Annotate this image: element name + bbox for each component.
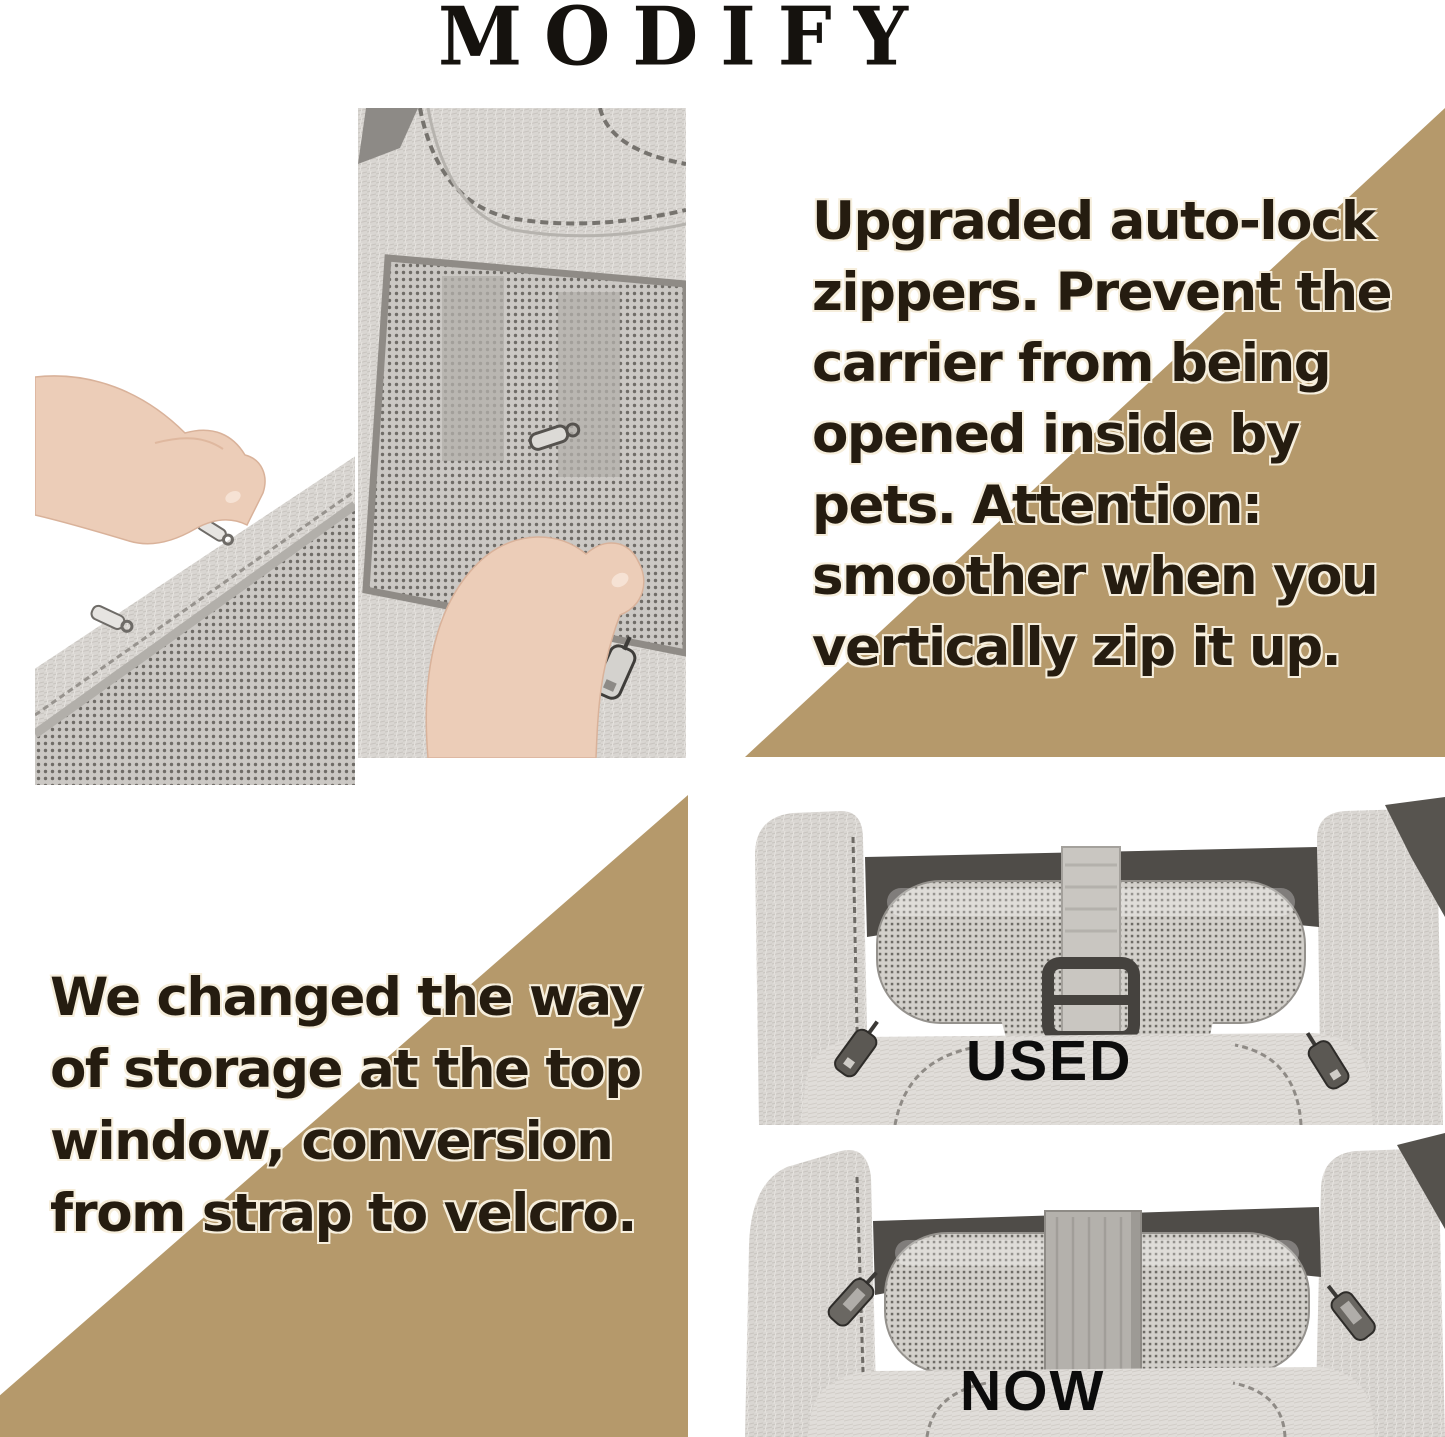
storage-note <box>50 962 642 1250</box>
text-line: smoother when you <box>812 546 1378 607</box>
text-line: Upgraded auto-lock <box>812 191 1375 252</box>
zipper-note <box>812 186 1391 683</box>
hand-icon <box>35 376 265 544</box>
text-line: carrier from being <box>812 333 1331 394</box>
text-line: of storage at the top <box>50 1039 641 1100</box>
page-title: MODIFY <box>438 0 930 84</box>
text-line: from strap to velcro. <box>50 1183 636 1244</box>
photo-zipper-pull-demo <box>35 285 355 785</box>
photo-mesh-pocket-demo <box>358 108 686 758</box>
text-line: opened inside by <box>812 404 1299 465</box>
after-label: NOW <box>960 1359 1106 1423</box>
before-label: USED <box>966 1029 1133 1093</box>
text-line: pets. Attention: <box>812 475 1262 536</box>
text-line: window, conversion <box>50 1111 613 1172</box>
text-line: zippers. Prevent the <box>812 262 1392 323</box>
text-line: vertically zip it up. <box>812 617 1341 678</box>
text-line: We changed the way <box>50 967 642 1028</box>
